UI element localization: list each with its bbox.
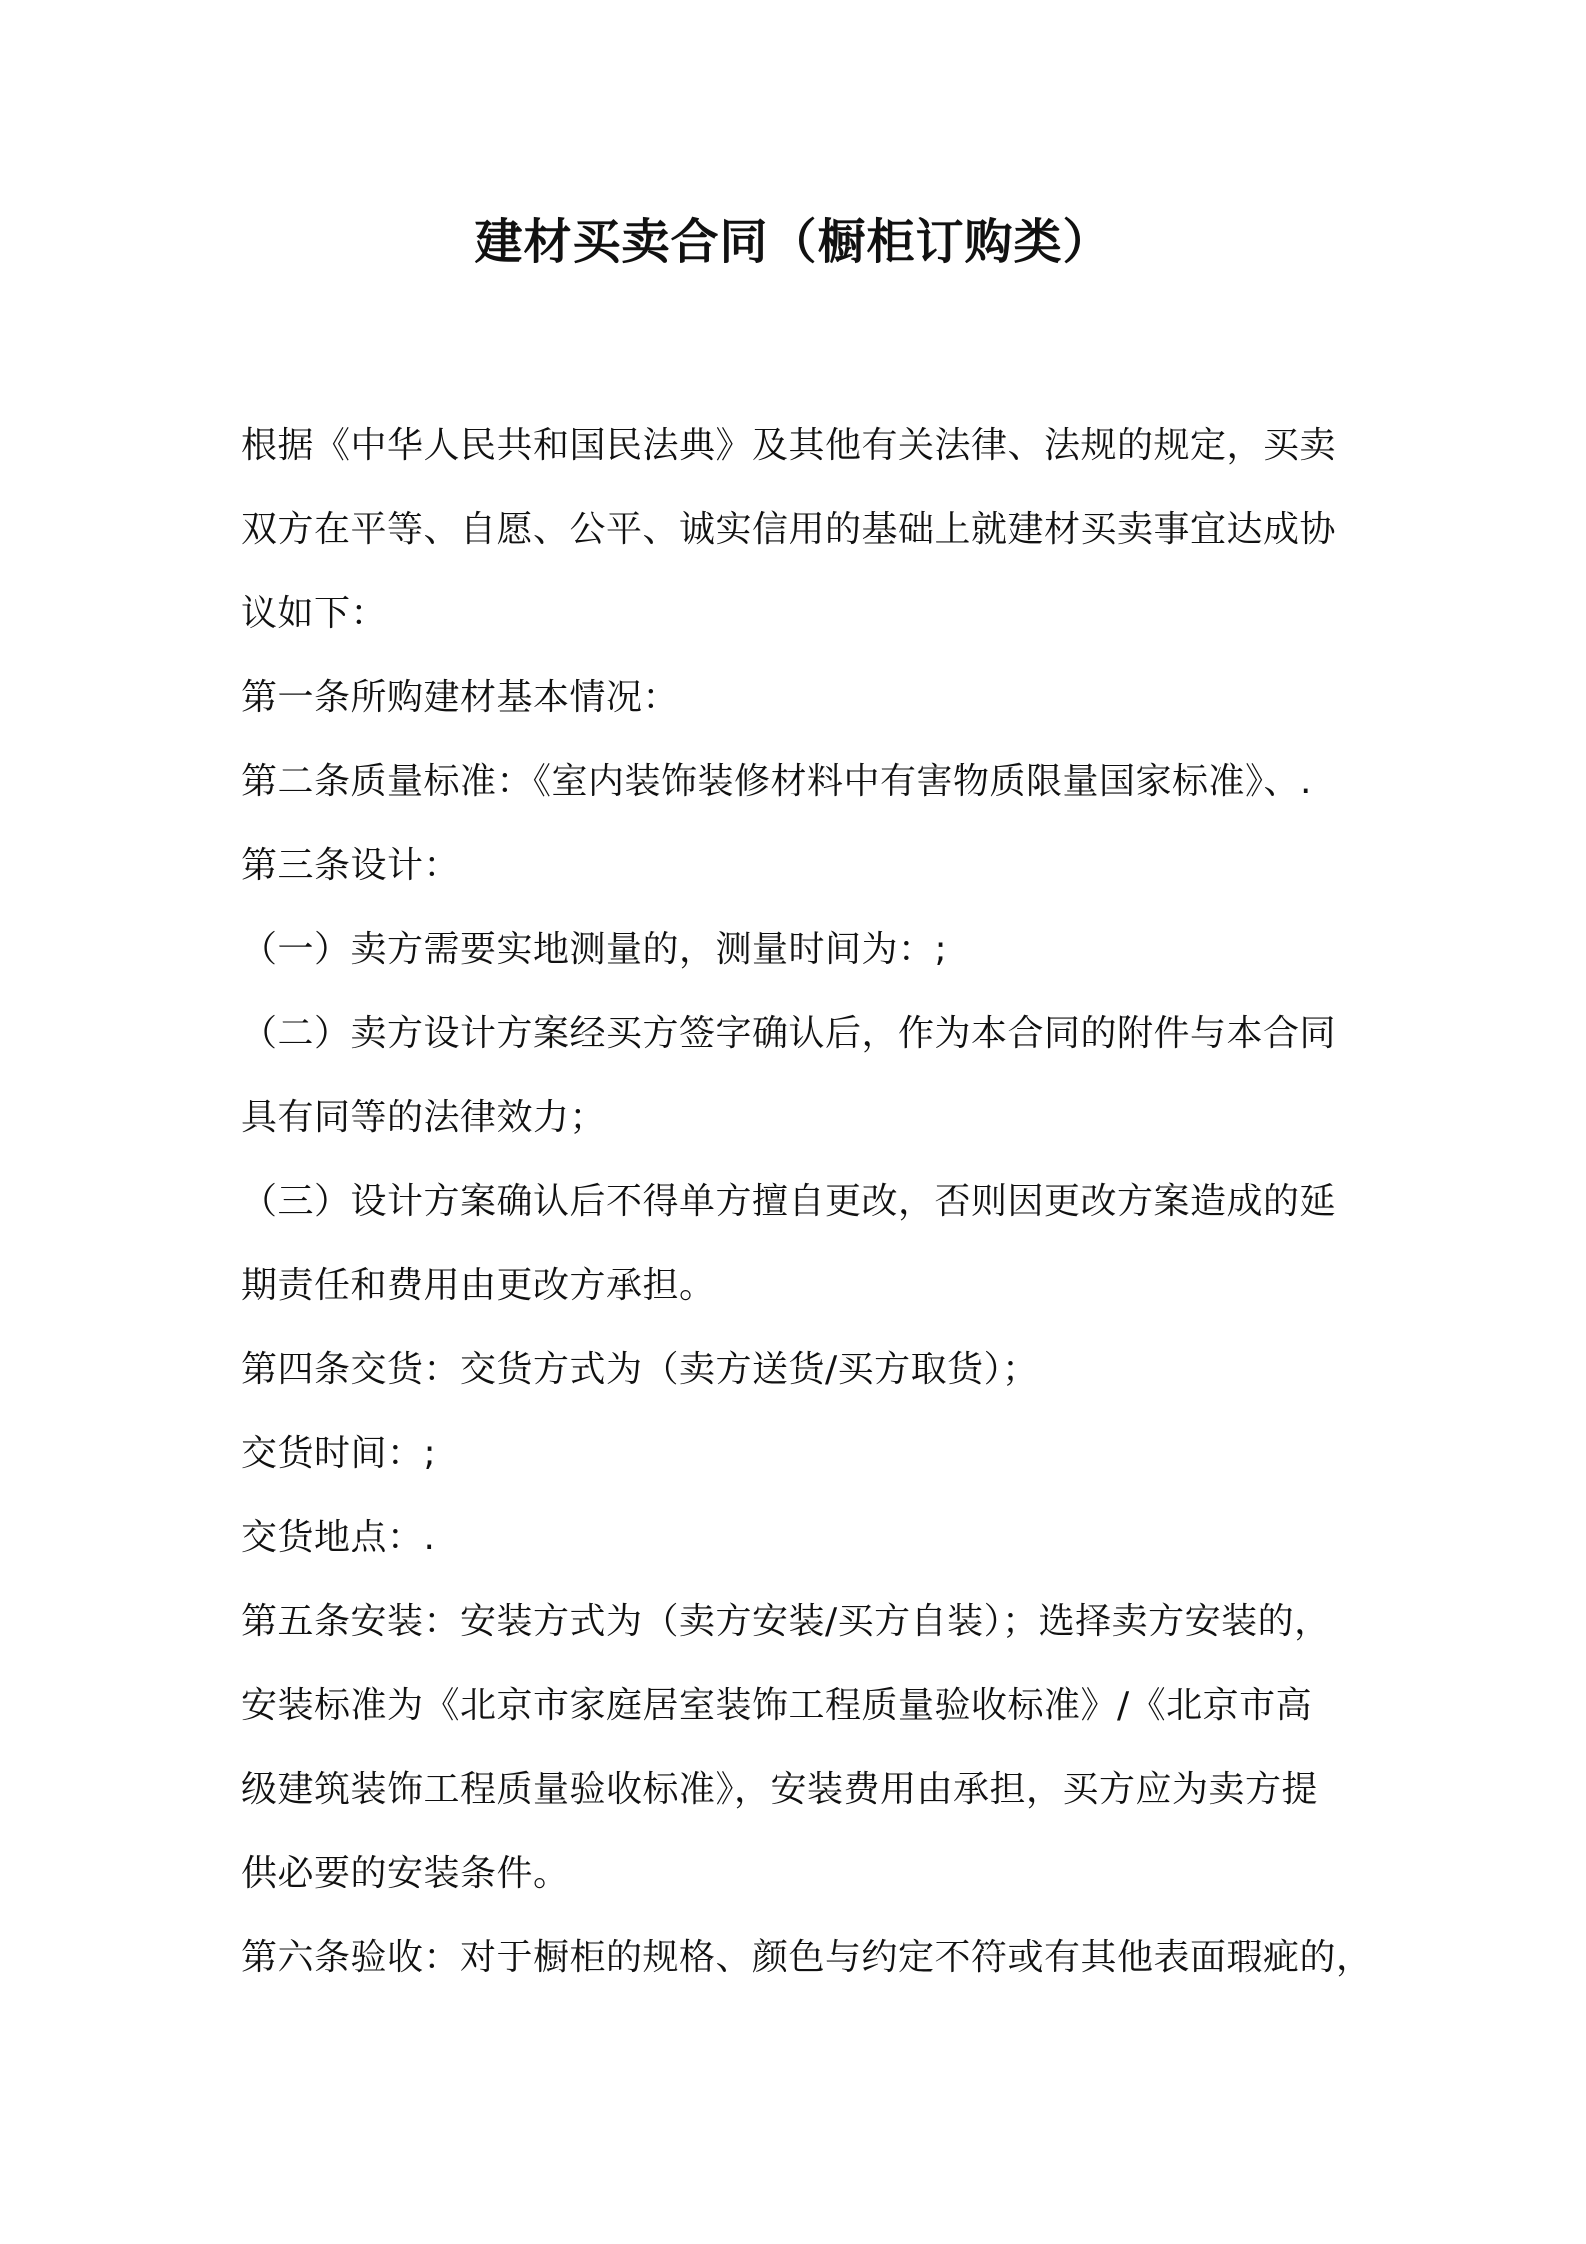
clause-line: 第五条安装：安装方式为（卖方安装/买方自装）；选择卖方安装的， xyxy=(241,1601,1331,1642)
paragraph-line: 双方在平等、自愿、公平、诚实信用的基础上就建材买卖事宜达成协 xyxy=(241,509,1337,550)
clause-line: 第一条所购建材基本情况： xyxy=(241,677,680,718)
paragraph-line: 根据《中华人民共和国民法典》及其他有关法律、法规的规定，买卖 xyxy=(241,425,1337,466)
clause-line: 交货时间：; xyxy=(241,1433,437,1474)
clause-item-line: （三）设计方案确认后不得单方擅自更改，否则因更改方案造成的延 xyxy=(241,1181,1337,1222)
clause-line: 第二条质量标准：《室内装饰装修材料中有害物质限量国家标准》、. xyxy=(241,761,1312,802)
clause-line: 安装标准为《北京市家庭居室装饰工程质量验收标准》/《北京市高 xyxy=(241,1685,1313,1726)
clause-line: 第六条验收：对于橱柜的规格、颜色与约定不符或有其他表面瑕疵的， xyxy=(241,1937,1373,1978)
clause-item-line: （一）卖方需要实地测量的，测量时间为：; xyxy=(241,929,948,970)
document-body xyxy=(241,404,1373,2000)
clause-item-line: 期责任和费用由更改方承担。 xyxy=(241,1265,716,1306)
clause-item-line: 具有同等的法律效力； xyxy=(241,1097,607,1138)
clause-line: 供必要的安装条件。 xyxy=(241,1853,570,1894)
clause-item-line: （二）卖方设计方案经买方签字确认后，作为本合同的附件与本合同 xyxy=(241,1013,1337,1054)
clause-line: 级建筑装饰工程质量验收标准》，安装费用由承担，买方应为卖方提 xyxy=(241,1769,1319,1810)
paragraph-line: 议如下： xyxy=(241,593,388,634)
clause-line: 第三条设计： xyxy=(241,845,461,886)
document-title: 建材买卖合同（橱柜订购类） xyxy=(474,214,1112,270)
clause-line: 第四条交货：交货方式为（卖方送货/买方取货）； xyxy=(241,1349,1039,1390)
clause-line: 交货地点：. xyxy=(241,1517,436,1558)
